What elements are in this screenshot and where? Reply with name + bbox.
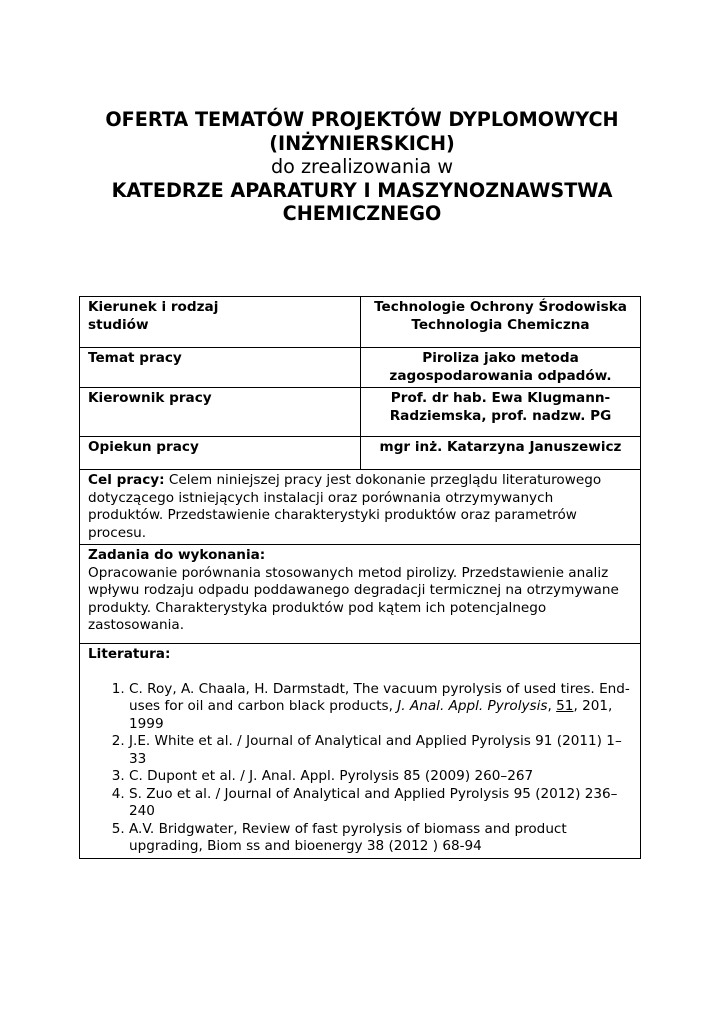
zadania-label: Zadania do wykonania:: [88, 547, 266, 563]
ref1-authors-title: C. Roy, A. Chaala, H. Darmstadt, The vacuum pyrolysis of used tires. End-uses for oil and carbon black products,: [129, 680, 630, 714]
row-kierownik: [80, 388, 641, 437]
reference-item: 4. S. Zuo et al. / Journal of Analytical and Applied Pyrolysis 95 (2012) 236–240: [129, 786, 632, 821]
label-kierunek-line-1: Kierunek i rodzaj: [88, 299, 219, 315]
value-kierunek-line-1: Technologie Ochrony Środowiska: [374, 299, 627, 315]
label-kierownik: [80, 388, 361, 437]
row-temat: [80, 348, 641, 388]
row-zadania: [80, 545, 641, 644]
literatura-label: Literatura:: [88, 646, 171, 662]
heading-line-4: KATEDRZE APARATURY I MASZYNOZNAWSTWA: [111, 178, 613, 202]
reference-item: 3. C. Dupont et al. / J. Anal. Appl. Pyrolysis 85 (2009) 260–267: [129, 768, 632, 786]
value-kierownik: [361, 388, 641, 437]
reference-item: 5. A.V. Bridgwater, Review of fast pyrolysis of biomass and product upgrading, Biom ss and bioenergy 38 (2012 ) 68-94: [129, 821, 632, 856]
value-temat-line-2: zagospodarowania odpadów.: [389, 367, 612, 384]
thesis-topic-table: [79, 296, 641, 859]
heading-line-3: do zrealizowania w: [270, 155, 454, 178]
ref1-journal: J. Anal. Appl. Pyrolysis: [397, 698, 548, 714]
row-opiekun: [80, 437, 641, 470]
label-temat: [80, 348, 361, 388]
value-kierunek: [361, 297, 641, 348]
zadania-text: Opracowanie porównania stosowanych metod pirolizy. Przedstawienie analiz wpływu rodzaju odpadu poddawanego degradacji termicznej na otrzymywane produkty. Charakterystyka produktów pod kątem ich potencjalnego zastosowania.: [88, 564, 619, 633]
ref1-separator: ,: [547, 698, 557, 714]
value-kierunek-line-2: Technologia Chemiczna: [411, 316, 590, 333]
label-kierunek: [80, 297, 361, 348]
row-literatura: [80, 644, 641, 859]
label-kierunek-line-2: studiów: [88, 316, 149, 333]
value-opiekun: [361, 437, 641, 470]
value-temat: [361, 348, 641, 388]
value-kierownik-line-1: Prof. dr hab. Ewa Klugmann-: [390, 390, 611, 406]
ref1-pages-year: , 201, 1999: [129, 698, 613, 732]
value-temat-line-1: Piroliza jako metoda: [422, 350, 579, 366]
cel-text: Celem niniejszej pracy jest dokonanie przeglądu literaturowego dotyczącego istniejących instalacji oraz porównania otrzymywanych produktów. Przedstawienie charakterystyki produktów oraz parametrów procesu.: [88, 472, 602, 541]
row-cel: [80, 470, 641, 545]
cel-label: Cel pracy:: [88, 472, 165, 488]
cel-cell: [80, 470, 641, 545]
value-kierownik-line-2: Radziemska, prof. nadzw. PG: [389, 407, 612, 424]
zadania-cell: [80, 545, 641, 644]
reference-item: 2. J.E. White et al. / Journal of Analytical and Applied Pyrolysis 91 (2011) 1–33: [129, 733, 632, 768]
heading-line-1: OFERTA TEMATÓW PROJEKTÓW DYPLOMOWYCH: [105, 108, 619, 131]
ref1-volume: 51: [556, 698, 574, 714]
reference-item: [129, 681, 632, 734]
document-heading: [70, 108, 654, 226]
label-opiekun: [80, 437, 361, 470]
heading-line-2: (INŻYNIERSKICH): [269, 131, 455, 155]
label-opiekun-text: Opiekun pracy: [88, 439, 199, 455]
references-list: [88, 681, 632, 856]
label-temat-text: Temat pracy: [88, 350, 182, 366]
row-kierunek: [80, 297, 641, 348]
label-kierownik-text: Kierownik pracy: [88, 390, 212, 406]
heading-line-5: CHEMICZNEGO: [282, 202, 442, 225]
value-opiekun-text: mgr inż. Katarzyna Januszewicz: [379, 439, 622, 455]
literatura-cell: [80, 644, 641, 859]
